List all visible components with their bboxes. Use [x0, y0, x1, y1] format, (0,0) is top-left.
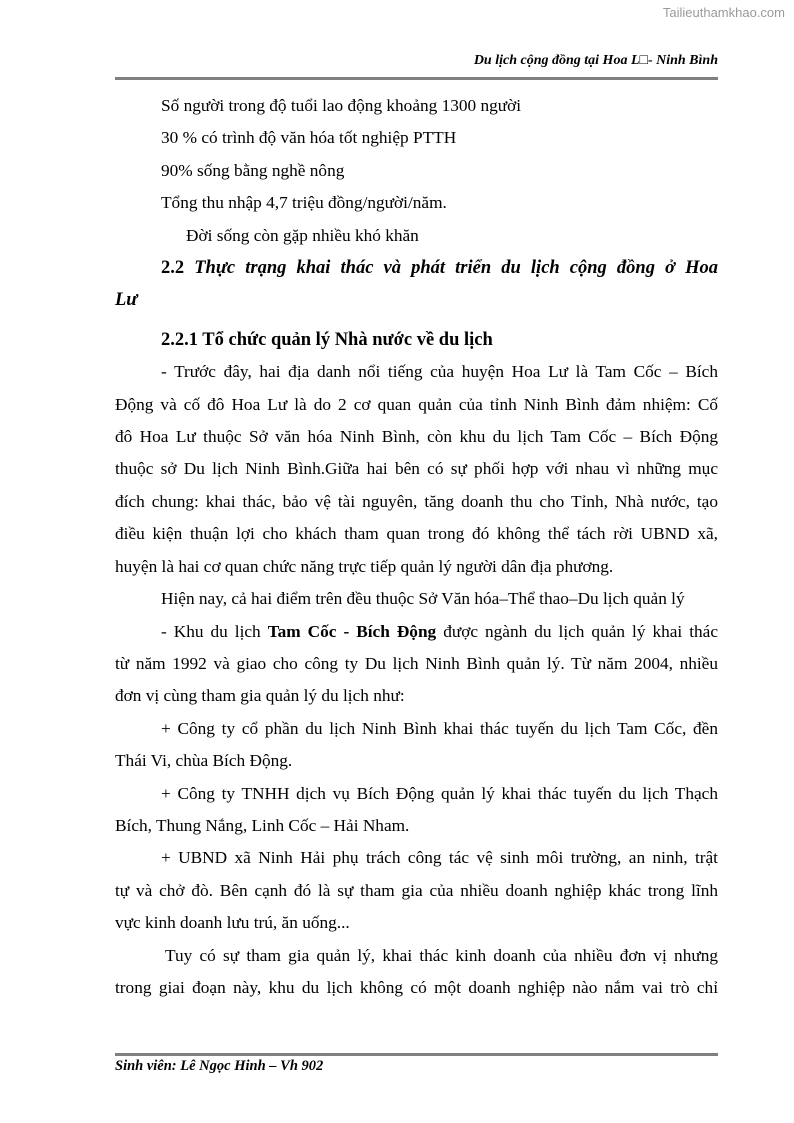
watermark: Tailieuthamkhao.com	[662, 5, 785, 20]
text-line: Bích, Thung Nắng, Linh Cốc – Hải Nham.	[115, 815, 410, 835]
text-line: huyện là hai cơ quan chức năng trực tiếp quản lý người dân địa phương.	[115, 556, 614, 576]
text-run: - Khu du lịch	[161, 621, 268, 641]
text-line: đô Hoa Lư thuộc Sở văn hóa Ninh Bình, còn khu du lịch Tam Cốc – Bích Động	[115, 427, 718, 447]
text-line: + Công ty TNHH dịch vụ Bích Động quản lý khai thác tuyến du lịch Thạch	[161, 783, 718, 803]
text-line: đơn vị cùng tham gia quản lý du lịch như:	[115, 686, 405, 706]
text-line: từ năm 1992 và giao cho công ty Du lịch Ninh Bình quản lý. Từ năm 2004, nhiều	[115, 653, 718, 673]
text-line: + UBND xã Ninh Hải phụ trách công tác vệ sinh môi trường, an ninh, trật	[161, 848, 718, 868]
text-line: Số người trong độ tuổi lao động khoảng 1300 người	[161, 96, 522, 115]
text-line: - Trước đây, hai địa danh nổi tiếng của huyện Hoa Lư là Tam Cốc – Bích	[161, 362, 718, 382]
text-line: 90% sống bằng nghề nông	[161, 160, 345, 180]
text-line: Động và cố đô Hoa Lư là do 2 cơ quan quản của tỉnh Ninh Bình đảm nhiệm: Cố	[115, 394, 718, 414]
text-line: vực kinh doanh lưu trú, ăn uống...	[115, 913, 350, 933]
running-header: Du lịch cộng đồng tại Hoa L□- Ninh Bình	[473, 53, 718, 68]
footer-divider	[115, 1053, 718, 1056]
text-line: Tuy có sự tham gia quản lý, khai thác kinh doanh của nhiều đơn vị nhưng	[165, 945, 718, 965]
section-heading-2-2-cont: Lư	[115, 290, 138, 311]
text-line: điều kiện thuận lợi cho khách tham quan trong đó không thể tách rời UBND xã,	[115, 524, 718, 544]
text-line: thuộc sở Du lịch Ninh Bình.Giữa hai bên có sự phối hợp với nhau vì những mục	[115, 459, 718, 479]
text-line	[115, 616, 718, 648]
text-line: Thái Vi, chùa Bích Động.	[115, 751, 293, 771]
document-body	[115, 90, 718, 1004]
text-line: Hiện nay, cả hai điểm trên đều thuộc Sở Văn hóa–Thể thao–Du lịch quản lý	[161, 589, 685, 609]
text-run: được ngành du lịch quản lý khai thác	[436, 621, 718, 641]
heading-text: Thực trạng khai thác và phát triển du lịch cộng đồng ở Hoa	[194, 258, 719, 279]
text-line: tự và chở đò. Bên cạnh đó là sự tham gia của nhiều doanh nghiệp khác trong lĩnh	[115, 880, 718, 900]
bold-text: Tam Cốc - Bích Động	[267, 621, 437, 641]
section-heading-2-2	[115, 252, 718, 284]
text-line: Tổng thu nhập 4,7 triệu đồng/người/năm.	[161, 193, 447, 213]
section-heading-2-2-1: 2.2.1 Tổ chức quản lý Nhà nước về du lịch	[161, 329, 493, 350]
text-line: + Công ty cổ phần du lịch Ninh Bình khai thác tuyến du lịch Tam Cốc, đền	[161, 718, 718, 738]
heading-number: 2.2	[161, 258, 195, 279]
text-line: trong giai đoạn này, khu du lịch không có một doanh nghiệp nào nắm vai trò chỉ	[115, 977, 718, 997]
running-footer: Sinh viên: Lê Ngọc Hinh – Vh 902	[115, 1058, 324, 1074]
header-divider	[115, 77, 718, 80]
text-line: đích chung: khai thác, bảo vệ tài nguyên, tăng doanh thu cho Tỉnh, Nhà nước, tạo	[115, 491, 718, 511]
text-line: Đời sống còn gặp nhiều khó khăn	[186, 225, 419, 245]
text-line: 30 % có trình độ văn hóa tốt nghiệp PTTH	[161, 128, 457, 148]
